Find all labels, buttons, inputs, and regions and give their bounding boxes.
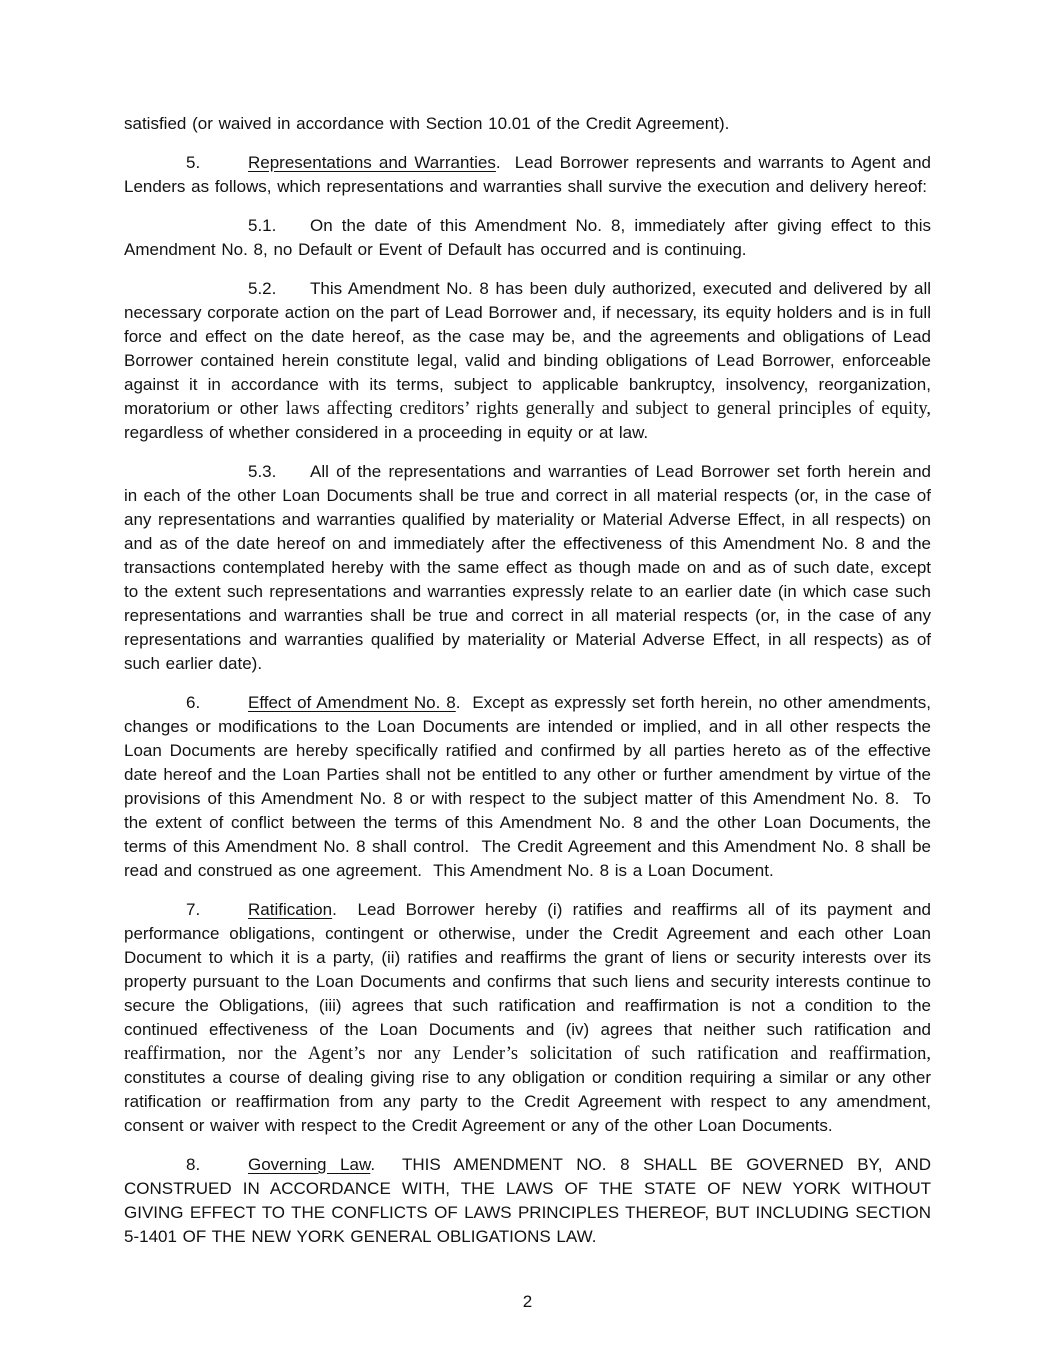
- section-5-1: [124, 214, 931, 262]
- section-number: 5.: [186, 153, 201, 172]
- section-number: 5.1.: [248, 216, 277, 235]
- body-text-run: constitutes a course of dealing giving rise to any obligation or condition requiring a similar or any other ratification or reaffirmation from any party to the Credit Agreement with respect to any amendment, consent or waiver with respect to the Credit Agreement or any of the other Loan Documents.: [124, 1068, 931, 1135]
- body-text-run: All of the representations and warranties of Lead Borrower set forth herein and in each of the other Loan Documents shall be true and correct in all material respects (or, in the case of any representations and warranties qualified by materiality or Material Adverse Effect, in all respects) on and as of the date hereof on and immediately after the effectiveness of this Amendment No. 8 and the transactions contemplated hereby with the same effect as though made on and as of such date, except to the extent such representations and warranties expressly relate to an earlier date (in which case such representations and warranties shall be true and correct in all material respects (or, in the case of any representations and warranties qualified by materiality or Material Adverse Effect, in all respects) as of such earlier date).: [124, 462, 931, 673]
- section-heading: Effect of Amendment No. 8: [248, 693, 456, 712]
- body-text-run: satisfied (or waived in accordance with Section 10.01 of the Credit Agreement).: [124, 114, 730, 133]
- document-body: [124, 112, 931, 1264]
- body-text-run: regardless of whether considered in a proceeding in equity or at law.: [124, 423, 649, 442]
- body-text-run: Except as expressly set forth herein, no other amendments, changes or modifications to the Loan Documents are intended or implied, and in all other respects the Loan Documents are hereby specifically ratified and confirmed by all parties hereto as of the effective date hereof and the Loan Parties shall not be entitled to any other or further amendment by virtue of the provisions of this Amendment No. 8 or with respect to the subject matter of this Amendment No. 8. To the extent of conflict between the terms of this Amendment No. 8 and the other Loan Documents, the terms of this Amendment No. 8 shall control. The Credit Agreement and this Amendment No. 8 shall be read and construed as one agreement. This Amendment No. 8 is a Loan Document.: [124, 693, 931, 880]
- section-8: 8. Governing Law. THIS AMENDMENT NO. 8 SHALL BE GOVERNED BY, AND CONSTRUED IN ACCORDANCE WITH, THE LAWS OF THE STATE OF NEW YORK WITHOUT GIVING EFFECT TO THE CONFLICTS OF LAWS PRINCIPLES THEREOF, BUT INCLUDING SECTION 5-1401 OF THE NEW YORK GENERAL OBLIGATIONS LAW.: [124, 1155, 931, 1246]
- intro-continuation: [124, 112, 931, 136]
- body-text-run: On the date of this Amendment No. 8, immediately after giving effect to this Amendment No. 8, no Default or Event of Default has occurred and is continuing.: [124, 216, 931, 259]
- section-heading: Representations and Warranties: [248, 153, 496, 172]
- section-number: 5.2.: [248, 279, 277, 298]
- body-text-run: Lead Borrower hereby (i) ratifies and reaffirms all of its payment and performance obligations, contingent or otherwise, under the Credit Agreement and each other Loan Document to which it is a party, (ii) ratifies and reaffirms the grant of liens or security interests over its property pursuant to the Loan Documents and confirms that such liens and security interests continue to secure the Obligations, (iii) agrees that such ratification and reaffirmation is not a condition to the continued effectiveness of the Loan Documents and (iv) agrees that neither such ratification and: [124, 900, 931, 1039]
- body-text-run: Lead Borrower represents and warrants to Agent and Lenders as follows, which representations and warranties shall survive the execution and delivery hereof:: [124, 153, 931, 196]
- section-number: 6.: [186, 693, 201, 712]
- section-number: 8.: [186, 1155, 201, 1174]
- section-5-3: [124, 460, 931, 676]
- page-number: 2: [522, 1292, 533, 1311]
- body-text-run: This Amendment No. 8 has been duly authorized, executed and delivered by all necessary corporate action on the part of Lead Borrower and, if necessary, its equity holders and is in full force and effect on the date hereof, as the case may be, and the agreements and obligations of Lead Borrower contained herein constitute legal, valid and binding obligations of Lead Borrower, enforceable against it in accordance with its terms, subject to applicable bankruptcy, insolvency, reorganization, moratorium or other: [124, 279, 931, 418]
- section-number: 7.: [186, 900, 201, 919]
- serif-text-run: laws affecting creditors’ rights generally and subject to general principles of equity,: [285, 399, 932, 419]
- section-5: 5. Representations and Warranties. Lead Borrower represents and warrants to Agent and Lenders as follows, which representations and warranties shall survive the execution and delivery hereof:: [124, 153, 931, 196]
- section-5-2: [124, 277, 931, 445]
- section-heading: Governing Law: [248, 1155, 371, 1174]
- section-heading: Ratification: [248, 900, 333, 919]
- section-7: 7. Ratification. Lead Borrower hereby (i) ratifies and reaffirms all of its payment and performance obligations, contingent or otherwise, under the Credit Agreement and each other Loan Document to which it is a party, (ii) ratifies and reaffirms the grant of liens or security interests over its property pursuant to the Loan Documents and confirms that such liens and security interests continue to secure the Obligations, (iii) agrees that such ratification and reaffirmation is not a condition to the continued effectiveness of the Loan Documents and (iv) agrees that neither such ratification and reaffirmation, nor the Agent’s nor any Lender’s solicitation of such ratification and reaffirmation, constitutes a course of dealing giving rise to any obligation or condition requiring a similar or any other ratification or reaffirmation from any party to the Credit Agreement with respect to any amendment, consent or waiver with respect to the Credit Agreement or any of the other Loan Documents.: [124, 900, 931, 1135]
- section-6: 6. Effect of Amendment No. 8. Except as expressly set forth herein, no other amendments, changes or modifications to the Loan Documents are intended or implied, and in all other respects the Loan Documents are hereby specifically ratified and confirmed by all parties hereto as of the effective date hereof and the Loan Parties shall not be entitled to any other or further amendment by virtue of the provisions of this Amendment No. 8 or with respect to the subject matter of this Amendment No. 8. To the extent of conflict between the terms of this Amendment No. 8 and the other Loan Documents, the terms of this Amendment No. 8 shall control. The Credit Agreement and this Amendment No. 8 shall be read and construed as one agreement. This Amendment No. 8 is a Loan Document.: [124, 693, 931, 880]
- section-number: 5.3.: [248, 462, 277, 481]
- body-text-run: THIS AMENDMENT NO. 8 SHALL BE GOVERNED BY, AND CONSTRUED IN ACCORDANCE WITH, THE LAWS OF THE STATE OF NEW YORK WITHOUT GIVING EFFECT TO THE CONFLICTS OF LAWS PRINCIPLES THEREOF, BUT INCLUDING SECTION 5-1401 OF THE NEW YORK GENERAL OBLIGATIONS LAW.: [124, 1155, 931, 1246]
- serif-text-run: reaffirmation, nor the Agent’s nor any Lender’s solicitation of such ratification and reaffirmation,: [124, 1044, 931, 1064]
